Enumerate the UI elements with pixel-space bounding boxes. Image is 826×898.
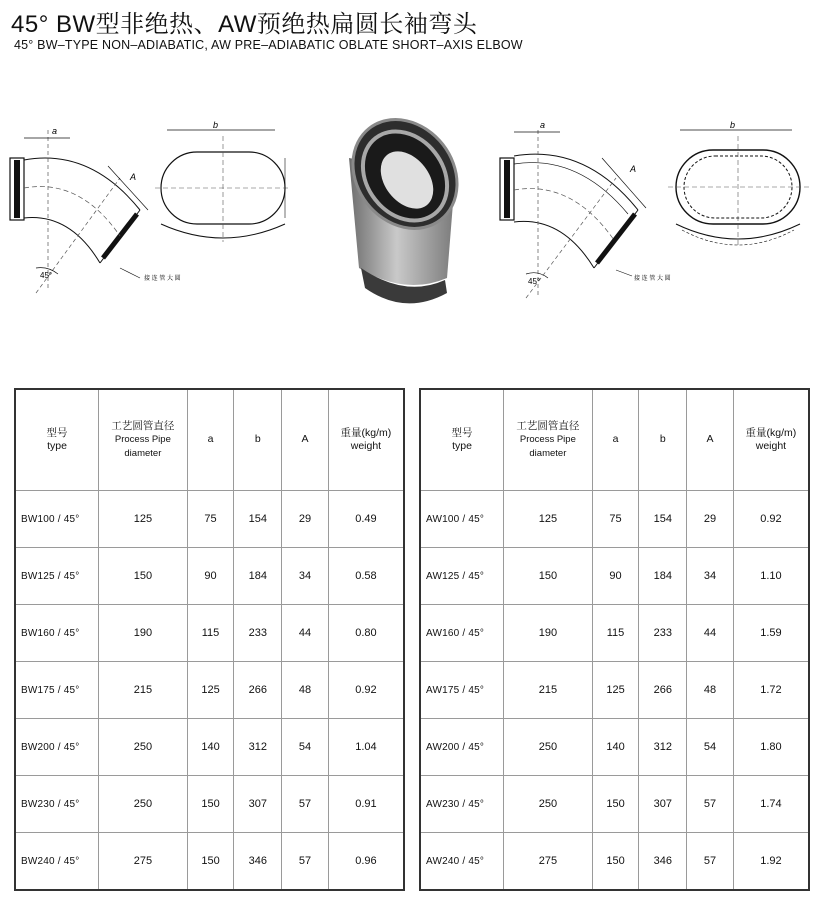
table-cell: 48 — [282, 662, 329, 719]
b-header: b — [639, 389, 687, 491]
page-title: 45° BW型非绝热、AW预绝热扁圆长袖弯头 — [11, 11, 478, 38]
table-row — [420, 491, 809, 548]
table-cell: 1.92 — [733, 833, 809, 891]
table-cell: BW230 / 45° — [15, 776, 99, 833]
table-cell: 44 — [687, 605, 734, 662]
table-cell: 0.58 — [328, 548, 404, 605]
dim-A-label: A — [130, 172, 137, 182]
table-cell: 54 — [687, 719, 734, 776]
table-cell: BW175 / 45° — [15, 662, 99, 719]
table-cell: 1.74 — [733, 776, 809, 833]
table-header-row — [420, 389, 809, 491]
table-cell: 233 — [639, 605, 687, 662]
table-cell: 75 — [592, 491, 639, 548]
table-row — [15, 833, 404, 891]
table-cell: 140 — [187, 719, 234, 776]
table-cell: 307 — [234, 776, 282, 833]
table-row — [15, 662, 404, 719]
table-row — [15, 605, 404, 662]
table-cell: 250 — [504, 719, 593, 776]
table-cell: 233 — [234, 605, 282, 662]
type-header: 型号 type — [15, 389, 99, 491]
table-cell: 54 — [282, 719, 329, 776]
table-cell: 0.92 — [733, 491, 809, 548]
table-cell: 150 — [187, 776, 234, 833]
table-cell: 1.10 — [733, 548, 809, 605]
table-cell: BW240 / 45° — [15, 833, 99, 891]
table-cell: 1.59 — [733, 605, 809, 662]
table-cell: 125 — [187, 662, 234, 719]
table-cell: 1.72 — [733, 662, 809, 719]
table-cell: AW240 / 45° — [420, 833, 504, 891]
table-cell: BW125 / 45° — [15, 548, 99, 605]
table-cell: 90 — [187, 548, 234, 605]
dim-a-label: a — [52, 126, 58, 136]
table-cell: 1.80 — [733, 719, 809, 776]
bw-spec-table — [14, 388, 405, 891]
callout-label: 接 连 管 大 圆 — [634, 276, 671, 282]
pipe-header: 工艺圆管直径 Process Pipe diameter — [99, 389, 188, 491]
table-cell: 312 — [234, 719, 282, 776]
bw-oblate-section-drawing — [155, 118, 295, 268]
table-cell: 29 — [282, 491, 329, 548]
table-cell: 0.80 — [328, 605, 404, 662]
dim-A-label: A — [630, 164, 637, 174]
table-cell: 90 — [592, 548, 639, 605]
table-cell: 150 — [592, 776, 639, 833]
dim-b-label: b — [213, 120, 219, 130]
table-cell: 115 — [187, 605, 234, 662]
table-cell: 57 — [687, 776, 734, 833]
table-cell: 150 — [504, 548, 593, 605]
table-cell: 125 — [592, 662, 639, 719]
angle-label: 45° — [528, 277, 541, 286]
table-cell: 266 — [234, 662, 282, 719]
aw-oblate-section-drawing — [668, 118, 818, 268]
table-row — [15, 776, 404, 833]
pipe-header: 工艺圆管直径 Process Pipe diameter — [504, 389, 593, 491]
callout-label: 接 连 管 大 圆 — [144, 276, 181, 282]
angle-label: 45° — [40, 271, 53, 280]
table-cell: 34 — [687, 548, 734, 605]
table-cell: 75 — [187, 491, 234, 548]
table-cell: 150 — [592, 833, 639, 891]
aw-spec-table — [419, 388, 810, 891]
table-cell: 250 — [99, 776, 188, 833]
table-cell: 275 — [99, 833, 188, 891]
table-cell: 184 — [234, 548, 282, 605]
table-cell: 57 — [282, 776, 329, 833]
table-cell: 0.96 — [328, 833, 404, 891]
table-cell: 125 — [504, 491, 593, 548]
table-cell: 275 — [504, 833, 593, 891]
table-cell: BW200 / 45° — [15, 719, 99, 776]
table-header-row — [15, 389, 404, 491]
table-row — [420, 662, 809, 719]
table-row — [420, 833, 809, 891]
table-cell: 57 — [687, 833, 734, 891]
table-cell: 44 — [282, 605, 329, 662]
table-cell: 125 — [99, 491, 188, 548]
table-cell: 150 — [99, 548, 188, 605]
table-cell: 154 — [639, 491, 687, 548]
table-row — [420, 719, 809, 776]
table-cell: 0.92 — [328, 662, 404, 719]
table-cell: 266 — [639, 662, 687, 719]
type-header: 型号 type — [420, 389, 504, 491]
A-header: A — [282, 389, 329, 491]
table-cell: BW100 / 45° — [15, 491, 99, 548]
b-header: b — [234, 389, 282, 491]
elbow-photo — [335, 118, 475, 308]
table-cell: 184 — [639, 548, 687, 605]
dim-a-label: a — [540, 120, 546, 130]
table-cell: 215 — [99, 662, 188, 719]
table-cell: AW230 / 45° — [420, 776, 504, 833]
table-cell: 190 — [504, 605, 593, 662]
table-cell: AW125 / 45° — [420, 548, 504, 605]
table-cell: 346 — [234, 833, 282, 891]
table-row — [420, 776, 809, 833]
table-cell: 190 — [99, 605, 188, 662]
table-cell: AW160 / 45° — [420, 605, 504, 662]
table-cell: 48 — [687, 662, 734, 719]
table-cell: AW200 / 45° — [420, 719, 504, 776]
table-cell: 346 — [639, 833, 687, 891]
table-cell: 140 — [592, 719, 639, 776]
a-header: a — [592, 389, 639, 491]
table-row — [420, 605, 809, 662]
table-cell: 57 — [282, 833, 329, 891]
table-cell: 0.91 — [328, 776, 404, 833]
table-row — [15, 548, 404, 605]
table-cell: 115 — [592, 605, 639, 662]
dim-b-label: b — [730, 120, 736, 130]
table-row — [15, 491, 404, 548]
table-cell: AW175 / 45° — [420, 662, 504, 719]
table-cell: 250 — [99, 719, 188, 776]
table-cell: 150 — [187, 833, 234, 891]
table-cell: 1.04 — [328, 719, 404, 776]
table-cell: 154 — [234, 491, 282, 548]
table-cell: 34 — [282, 548, 329, 605]
table-row — [420, 548, 809, 605]
A-header: A — [687, 389, 734, 491]
a-header: a — [187, 389, 234, 491]
table-row — [15, 719, 404, 776]
weight-header: 重量(kg/m) weight — [733, 389, 809, 491]
bw-elbow-side-drawing — [0, 118, 181, 308]
table-cell: AW100 / 45° — [420, 491, 504, 548]
table-cell: 215 — [504, 662, 593, 719]
table-cell: BW160 / 45° — [15, 605, 99, 662]
table-cell: 0.49 — [328, 491, 404, 548]
table-cell: 250 — [504, 776, 593, 833]
page-subtitle: 45° BW–TYPE NON–ADIABATIC, AW PRE–ADIABATIC OBLATE SHORT–AXIS ELBOW — [14, 38, 523, 52]
table-cell: 307 — [639, 776, 687, 833]
weight-header: 重量(kg/m) weight — [328, 389, 404, 491]
table-cell: 312 — [639, 719, 687, 776]
aw-elbow-side-drawing — [490, 118, 671, 308]
table-cell: 29 — [687, 491, 734, 548]
